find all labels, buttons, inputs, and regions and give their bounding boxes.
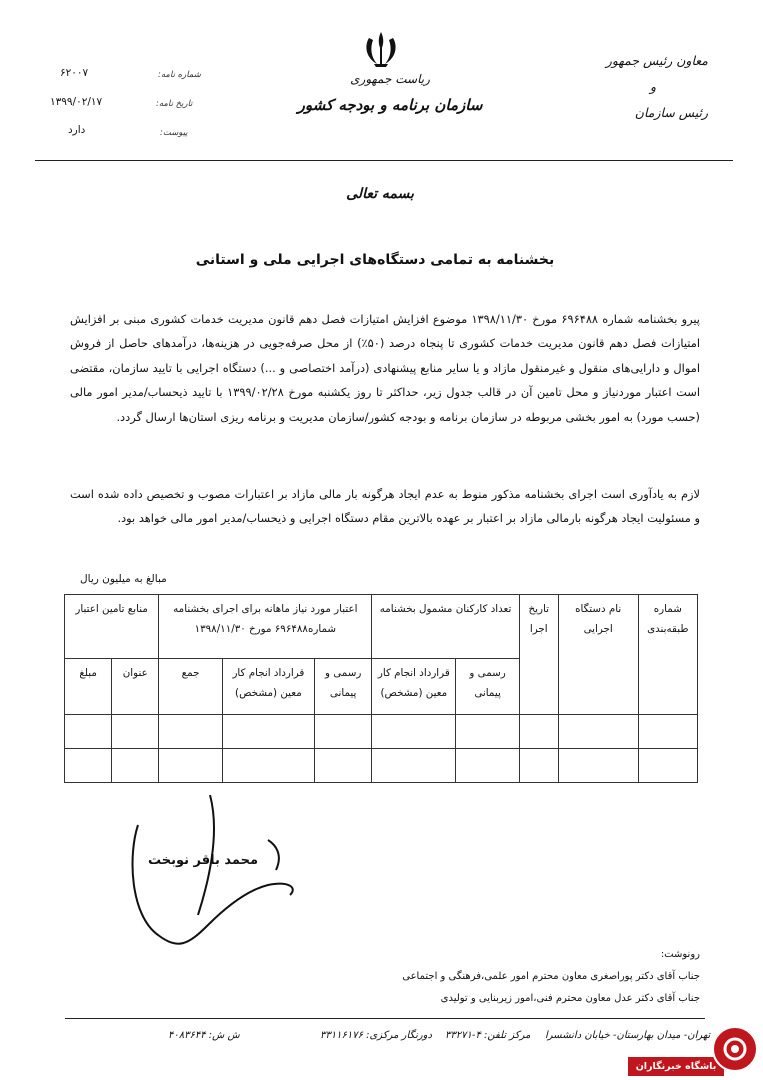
watermark-logo-icon xyxy=(712,1026,758,1072)
officer-title-line2: و xyxy=(649,79,657,94)
table-row xyxy=(65,749,698,783)
header-staff-count: تعداد کارکنان مشمول بخشنامه xyxy=(372,595,520,659)
header-monthly-credit: اعتبار مورد نیاز ماهانه برای اجرای بخشنامه شماره۶۹۶۴۸۸ مورخ ۱۳۹۸/۱۱/۳۰ xyxy=(159,595,372,659)
footer-postcode: ش ش: ۴۰۸۳۶۴۴ xyxy=(168,1030,240,1041)
circular-title: بخشنامه به تمامی دستگاه‌های اجرایی ملی و استانی xyxy=(195,252,555,268)
sub-credit-total: جمع xyxy=(159,659,223,715)
header-divider xyxy=(35,160,733,161)
organization-name: سازمان برنامه و بودجه کشور xyxy=(297,96,483,114)
sub-credit-official: رسمی و پیمانی xyxy=(314,659,371,715)
officer-title-line3: رئیس سازمان xyxy=(634,105,708,120)
footer-divider xyxy=(65,1018,705,1019)
header-execution-date: تاریخ اجرا xyxy=(519,595,558,715)
header-officer-title xyxy=(598,48,708,126)
report-table xyxy=(64,594,698,783)
body-paragraph-2: لازم به یادآوری است اجرای بخشنامه مذکور منوط به عدم ایجاد هرگونه بار مالی مازاد بر اعتبارات مصوب و تخصیص داده شده است و مسئولیت ایجاد هرگونه بارمالی مازاد بر اعتبار بر عهده بالاترین مقام دستگاه اجرایی و ذیحساب/مدیر امور مالی خواهد بود. xyxy=(70,487,700,526)
units-note: مبالغ به میلیون ریال xyxy=(80,573,167,585)
copy-recipient-1: جناب آقای دکتر پوراصغری معاون محترم امور علمی،فرهنگی و اجتماعی xyxy=(402,971,700,982)
copy-recipient-2: جناب آقای دکتر عدل معاون محترم فنی،امور زیربنایی و تولیدی xyxy=(440,993,700,1004)
attachment-value: دارد xyxy=(68,124,86,136)
presidency-label: ریاست جمهوری xyxy=(350,72,430,86)
header-credit-source: منابع تامین اعتبار xyxy=(65,595,159,659)
signatory-name: محمد باقر نوبخت xyxy=(147,853,259,868)
sub-credit-contract: قرارداد انجام کار معین (مشخص) xyxy=(222,659,314,715)
footer-phone: مرکز تلفن: ۴-۳۳۲۷۱ xyxy=(445,1030,531,1041)
sub-source-amount: مبلغ xyxy=(65,659,112,715)
attachment-label: پیوست: xyxy=(160,128,188,138)
letter-date-label: تاریخ نامه: xyxy=(156,99,193,109)
body-paragraph-1: پیرو بخشنامه شماره ۶۹۶۴۸۸ مورخ ۱۳۹۸/۱۱/۳۰ موضوع افزایش امتیازات فصل دهم قانون مدیریت خدمات کشوری مبنی بر افزایش امتیازات فصل دهم قانون مدیریت خدمات کشوری تا پنجاه درصد (۵۰٪) از محل صرفه‌جویی در هزینه‌ها، درآمدهای حاصل از فروش اموال و دارایی‌های منقول و غیرمنقول مازاد و یا سایر منابع پیشنهادی (درآمد اختصاصی و ...) دستگاه اجرایی با تایید سازمان، مقتضی است اعتبار موردنیاز و محل تامین آن در قالب جدول زیر، حداکثر تا روز یکشنبه مورخ ۱۳۹۹/۰۲/۲۸ با تایید ذیحساب/مدیر امور مالی (حسب مورد) به امور بخشی مربوطه در سازمان برنامه و بودجه کشور/سازمان مدیریت و برنامه ریزی استان‌ها ارسال گردد. xyxy=(70,312,700,424)
bismillah: بسمه تعالی xyxy=(346,186,414,202)
header-classification-number: شماره طبقه‌بندی xyxy=(638,595,697,715)
handwritten-signature xyxy=(118,795,308,955)
footer-address: تهران- میدان بهارستان- خیابان دانشسرا xyxy=(545,1030,711,1041)
table-row xyxy=(65,715,698,749)
sub-source-title: عنوان xyxy=(112,659,159,715)
header-organization-name: نام دستگاه اجرایی xyxy=(558,595,638,715)
letter-number-value: ۶۲۰۰۷ xyxy=(60,67,89,79)
header-organization xyxy=(290,72,490,114)
letter-date-value: ۱۳۹۹/۰۲/۱۷ xyxy=(50,96,103,108)
letter-number-label: شماره نامه: xyxy=(158,70,201,80)
footer-fax: دورنگار مرکزی: ۳۳۱۱۶۱۷۶ xyxy=(320,1030,432,1041)
copies-label: رونوشت: xyxy=(660,949,700,960)
iran-emblem-icon xyxy=(361,30,401,68)
sub-staff-official: رسمی و پیمانی xyxy=(456,659,520,715)
sub-staff-contract: قرارداد انجام کار معین (مشخص) xyxy=(372,659,456,715)
officer-title-line1: معاون رئیس جمهور xyxy=(605,53,708,68)
watermark-label: باشگاه خبرنگاران xyxy=(628,1057,724,1076)
